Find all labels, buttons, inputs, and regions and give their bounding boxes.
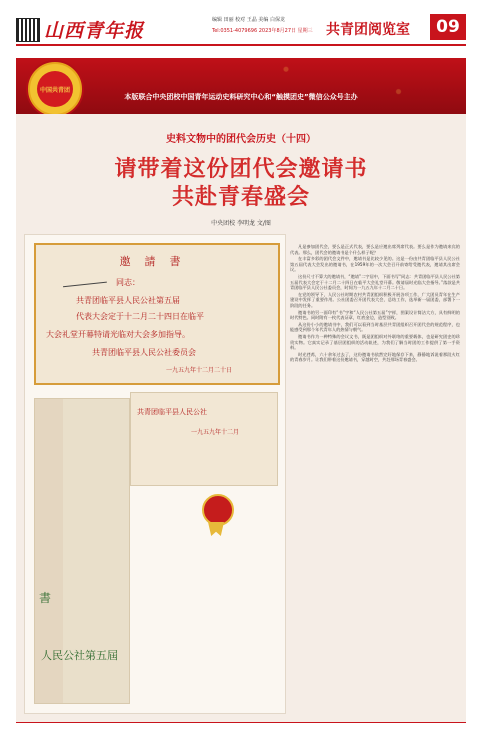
qr-code — [16, 18, 40, 42]
invitation-signature: 共青团临平县人民公社委员会 — [92, 348, 196, 357]
banner-pattern — [16, 58, 466, 114]
invitation-greeting: 同志： — [116, 278, 140, 287]
delegate-badge — [198, 494, 234, 538]
newspaper-masthead: 山西青年报 — [44, 20, 145, 42]
paragraph: 在党的领导下，人民公社时期农村共青团组织积极开展各项工作，广大团员青年在生产建设中发挥了重要作用。公社团委召开团代表大会，总结工作，选举新一届团委，部署下一阶段的任务。 — [290, 291, 460, 308]
badge-medal — [202, 494, 234, 526]
invitation-line2: 代表大会定于十二月二十四日在临平 — [76, 312, 204, 321]
byline: 中央团校 李明龙 文/图 — [211, 220, 271, 227]
headline-line1: 请带着这份团代会邀请书 — [114, 156, 368, 182]
invitation-back — [130, 392, 278, 486]
top-banner — [16, 58, 466, 114]
badge-ribbon — [208, 522, 224, 536]
invitation-cover — [34, 398, 130, 704]
paragraph: 时光荏苒，六十余年过去了，这份邀请书依然完好地保存下来，静静地诉说着那段火红的青春岁月。让我们带着这份邀请书，穿越时空，共赴那场青春盛会。 — [290, 351, 460, 363]
footer-divider — [16, 722, 466, 723]
invitation-date: 一九五九年十二月二十日 — [166, 367, 233, 374]
sponsor-line: 本版联合中央团校中国青年运动史料研究中心和“触摸团史”微信公众号主办 — [124, 93, 358, 101]
back-committee: 共青团临平县人民公社 — [137, 408, 207, 416]
page-number: 09 — [430, 14, 466, 40]
back-date: 一九五九年十二月 — [191, 429, 240, 436]
paragraph: 在丰富多彩的团代会文件中，邀请书是比较少见的。这是一份由共青团临平县人民公社第五届代表大会发出的邀请书，在1959年的一次大会召开前寄给受邀代表，邀请其出席会议。 — [290, 256, 460, 273]
invitation-heading: 邀請書 — [119, 255, 195, 268]
emblem-center: 中国共青团 — [37, 71, 73, 107]
series-title: 史料文物中的团代会历史（十四） — [166, 134, 316, 145]
issue-date: Tel:0351-4079696 2023年8月27日 星期三 — [212, 28, 313, 34]
cover-commune: 人民公社第五屆 — [41, 649, 118, 662]
paragraph: 从这份小小的邀请书中，我们可以看到当时基层共青团组织召开团代会的规范程序，也能感受到那个年代青年人的热情与朝气。 — [290, 321, 460, 333]
article-body — [290, 244, 460, 712]
paragraph: 这份尺寸不算大的邀请书，“邀请”二字居中，下面书写“同志：共青团临平县人民公社第五届代表大会定于十二月二十四日在临平大会礼堂开幕。敬请届时光临大会指导。”落款是共青团临平县人民公社委员会，时间为一九五九年十二月二十日。 — [290, 273, 460, 291]
invitation-letter — [34, 243, 280, 385]
headline-line2: 共赴青春盛会 — [171, 184, 310, 210]
paragraph: 凡是参加团代会，要么是正式代表，要么是应邀出席列席代表。要么是作为邀请来宾的代表。那么，团代会的邀请书是个什么样子呢？ — [290, 244, 460, 255]
paragraph: 邀请书的另一面印有“书”字和“人民公社第五届”字样，图案设计简洁大方，具有鲜明的时代特色。同时附有一枚代表证章，红底金边，造型别致。 — [290, 309, 460, 321]
cover-char: 書 — [39, 591, 52, 605]
section-title: 共青团阅览室 — [326, 22, 410, 38]
youth-league-emblem — [28, 62, 82, 116]
invitation-line3: 大会礼堂开幕特请光临对大会多加指导。 — [46, 330, 190, 339]
invitation-line1: 共青团临平县人民公社第五届 — [76, 296, 180, 305]
page-header — [0, 0, 480, 44]
editor-credits: 编辑 田丽 校对 王晶 美编 白保龙 — [212, 17, 285, 23]
paragraph: 邀请书作为一种特殊的会议文书，既是团组织对外联络的重要载体，也是研究团史的珍贵实物。它真实记录了基层团组织的活动轨迹，为我们了解当时团的工作提供了第一手资料。 — [290, 333, 460, 351]
header-divider — [16, 44, 466, 46]
